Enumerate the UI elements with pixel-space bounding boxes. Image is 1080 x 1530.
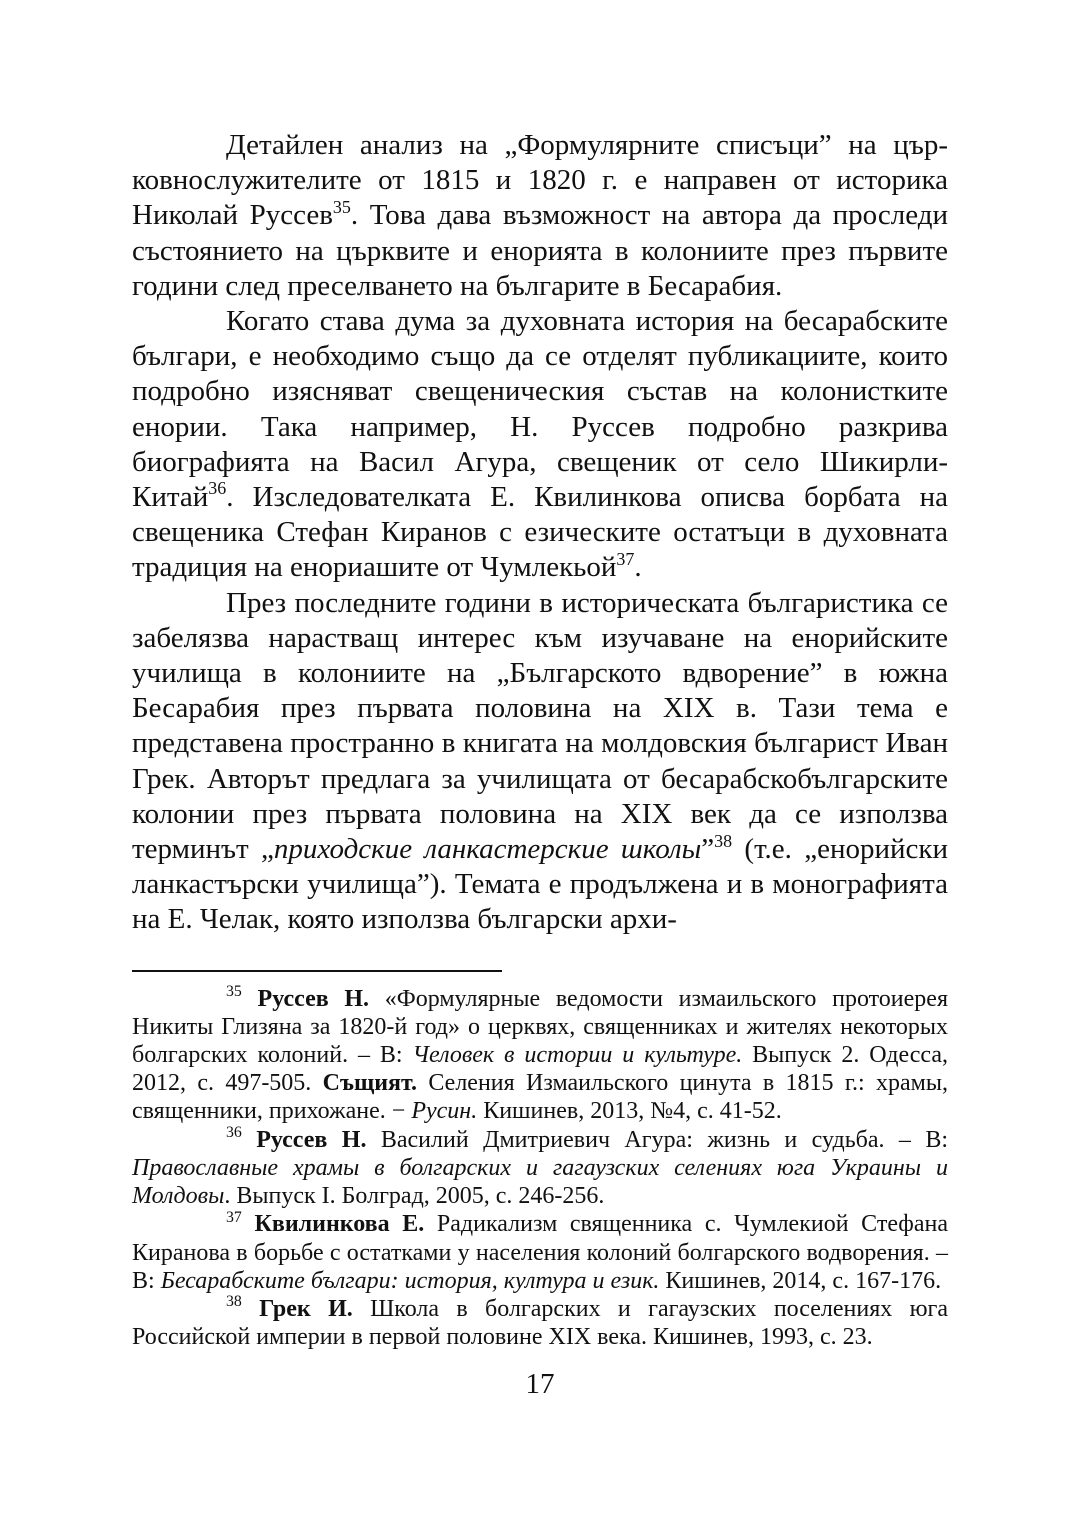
footnote-number: 36 (226, 1123, 242, 1141)
page-content (132, 128, 948, 1351)
paragraph-3-text: През последните години в историческата българистика се забелязва нарастващ интерес към изучаване на енорийските училища в колониите на „Българското вдворение” в южна Бесарабия през първата половина на XIX в. Тази тема е представена пространно в книгата на молдовския българист Иван Грек. Авторът предлага за училищата от бесарабскобългарските колонии през първата половина на XIX век да се използва терминът „ (132, 586, 948, 866)
paragraph-1 (132, 128, 948, 304)
footnote-38 (132, 1295, 948, 1351)
footnote-source-title: Православные храмы в болгарских и гагаузских селениях юга Украины и Молдовы (132, 1154, 948, 1210)
footnote-source-title: Русин. (411, 1098, 478, 1125)
footnote-number: 35 (226, 982, 242, 1000)
paragraph-2-text-end: . (634, 551, 642, 584)
footnote-ref-38[interactable]: 38 (714, 830, 733, 851)
footnote-source-title: Бесарабските българи: история, култура и език. (160, 1267, 660, 1294)
footnote-ref-37[interactable]: 37 (616, 548, 635, 569)
page-number: 17 (525, 1368, 555, 1400)
footnote-text: Василий Дмитриевич Агура: жизнь и судьба. – В: (366, 1126, 948, 1153)
footnote-separator (132, 970, 502, 972)
footnote-author: Квилинкова Е. (254, 1211, 425, 1238)
footnote-text: Радикализм священника с. Чумлекиой Стефана Киранова в борьбе с остатками у населения колоний болгарского водворения. – В: (132, 1211, 949, 1294)
paragraph-2-text-cont: . Изследователката Е. Квилинкова описва борбата на свещеника Стефан Киранов с езическите остатъци в духовната традиция на енориашите от Чумлекьой (132, 481, 948, 584)
paragraph-3-italic-term: приходские ланкастерские школы (273, 833, 702, 866)
footnote-source-title: Человек в истории и культуре. (412, 1042, 743, 1069)
footnote-author: Същият. (322, 1070, 418, 1097)
footnote-text: Селения Измаильского цинута в 1815 г.: храмы, священники, прихожане. − (132, 1070, 948, 1125)
paragraph-2-text: Когато става дума за духовната история на бесарабските българи, е необходимо също да се отделят публикациите, които подробно изясняват свещеническия състав на колонистките енории. Така например, Н. Руссев подробно разкрива биографията на Васил Агура, свещеник от село Шикирли-Китай (132, 305, 948, 514)
footnotes (132, 982, 949, 1352)
footnote-text: «Формулярные ведомости измаильского протоиерея Никиты Глизяна за 1820-й год» о церквях, священниках и жителях некоторых болгарских колоний. – В: (132, 985, 948, 1069)
footnote-text: Кишинев, 2014, с. 167-176. (659, 1267, 942, 1294)
footnote-author: Руссев Н. (257, 985, 370, 1012)
footnote-35 (132, 982, 948, 1126)
paragraph-1-text: Детайлен анализ на „Формулярните списъци” на църковнослужителите от 1815 и 1820 г. е направен от историка Николай Руссев (132, 129, 948, 232)
footnote-ref-36[interactable]: 36 (208, 478, 227, 499)
footnote-number: 37 (226, 1208, 242, 1226)
paragraph-3 (132, 586, 948, 938)
footnote-number: 38 (226, 1293, 242, 1311)
footnote-text: Кишинев, 2013, №4, с. 41-52. (477, 1098, 782, 1125)
footnote-text: . Выпуск I. Болград, 2005, с. 246-256. (224, 1183, 605, 1210)
footnote-text: Школа в болгарских и гагаузских поселениях юга Российской империи в первой половине XIX века. Кишинев, 1993, с. 23. (132, 1295, 948, 1351)
footnote-author: Грек И. (259, 1295, 353, 1322)
footnote-ref-35[interactable]: 35 (332, 196, 351, 217)
paragraph-2 (132, 304, 948, 586)
footnote-text: Выпуск 2. Одесса, 2012, с. 497-505. (132, 1042, 948, 1097)
footnote-36 (132, 1123, 948, 1211)
paragraph-3-quote-close: ” (701, 833, 715, 866)
paragraph-1-text-cont: . Това дава възможност на автора да проследи състоянието на църквите и енорията в колониите през първите години след преселването на българите в Бесарабия. (132, 199, 948, 302)
footnote-37 (132, 1210, 948, 1295)
main-text (132, 128, 948, 938)
paragraph-3-text-cont: (т.е. „енорийски ланкастърски училища”). Темата е продължена и в монографията на Е. Челак, която използва български архи- (132, 833, 948, 936)
footnote-author: Руссев Н. (256, 1126, 367, 1153)
